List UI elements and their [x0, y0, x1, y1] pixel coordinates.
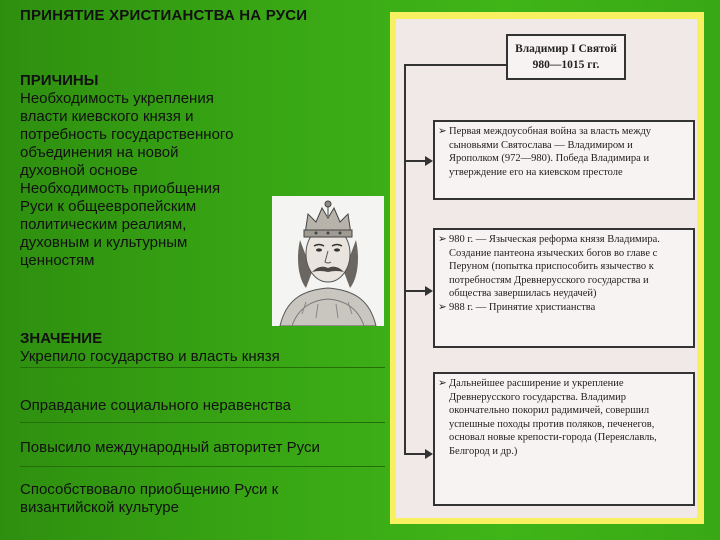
significance-item-block	[20, 481, 278, 517]
divider	[20, 422, 385, 423]
divider	[20, 466, 385, 467]
arrow-right-icon	[425, 449, 433, 459]
box-line: Перуном (попытка приспособить язычество к	[449, 261, 654, 272]
bullet-icon: ➢	[438, 234, 447, 245]
box-line: утверждение его на киевском престоле	[449, 166, 623, 178]
box-line: общества завершилась неудачей)	[449, 288, 597, 299]
box-line: успешные походы против поляков, печенегов,	[449, 418, 655, 430]
reasons-line: потребность государственного	[20, 126, 234, 143]
connector-line	[404, 453, 426, 455]
reasons-section	[20, 72, 233, 270]
box-line: Ярополком (972—980). Победа Владимира и	[449, 153, 650, 164]
timeline-spine	[404, 66, 406, 454]
significance-item-block	[20, 439, 320, 457]
box-line: 980 г. — Языческая реформа князя Владимира.	[449, 234, 660, 245]
event-box-reforms	[433, 228, 695, 348]
connector-line	[404, 290, 426, 292]
significance-item: Укрепило государство и власть князя	[20, 348, 280, 365]
connector-line	[404, 64, 506, 66]
ruler-name: Владимир I Святой	[515, 43, 617, 55]
reasons-line: Руси к общеевропейским	[20, 198, 197, 215]
ruler-header-box	[506, 34, 626, 80]
event-box-civil-war	[433, 120, 695, 200]
divider	[20, 367, 385, 368]
reasons-heading: ПРИЧИНЫ	[20, 72, 99, 89]
reasons-line: духовным и культурным	[20, 234, 188, 251]
box-line: основал новые крепости-города (Переяславль,	[449, 432, 657, 443]
box-line: потребностям Древнерусского государства и	[449, 274, 649, 286]
significance-item-block	[20, 397, 291, 415]
significance-item: Способствовало приобщению Руси к	[20, 481, 279, 498]
arrow-right-icon	[425, 286, 433, 296]
significance-item: византийской культуре	[20, 499, 179, 516]
reasons-line: объединения на новой	[20, 144, 179, 161]
box-line: Создание пантеона языческих богов во главе с	[449, 247, 658, 259]
box-line: Древнерусского государства. Владимир	[449, 391, 627, 403]
event-box-expansion	[433, 372, 695, 506]
significance-item: Оправдание социального неравенства	[20, 397, 291, 414]
reasons-line: Необходимость укрепления	[20, 90, 214, 107]
arrow-right-icon	[425, 156, 433, 166]
reasons-line: Необходимость приобщения	[20, 180, 221, 197]
bullet-icon: ➢	[438, 301, 447, 313]
ruler-years: 980—1015 гг.	[532, 59, 600, 71]
significance-heading-block	[20, 330, 280, 366]
box-line: 988 г. — Принятие христианства	[449, 301, 596, 313]
connector-line	[404, 160, 426, 162]
reasons-line: ценностям	[20, 252, 95, 269]
box-line: Белгород и др.)	[449, 445, 518, 457]
bullet-icon: ➢	[438, 126, 447, 137]
box-line: Дальнейшее расширение и укрепление	[449, 378, 624, 389]
reasons-line: власти киевского князя и	[20, 108, 194, 125]
significance-heading: ЗНАЧЕНИЕ	[20, 330, 103, 347]
box-line: Первая междоусобная война за власть между	[449, 126, 652, 137]
slide-title: ПРИНЯТИЕ ХРИСТИАНСТВА НА РУСИ	[20, 7, 308, 24]
significance-item: Повысило международный авторитет Руси	[20, 439, 320, 456]
prince-vladimir-portrait	[272, 196, 384, 326]
reasons-line: политическим реалиям,	[20, 216, 187, 233]
box-line: сыновьями Святослава — Владимиром и	[449, 139, 633, 151]
box-line: окончательно покорил радимичей, совершил	[449, 405, 650, 416]
reasons-line: духовной основе	[20, 162, 138, 179]
bullet-icon: ➢	[438, 378, 447, 389]
